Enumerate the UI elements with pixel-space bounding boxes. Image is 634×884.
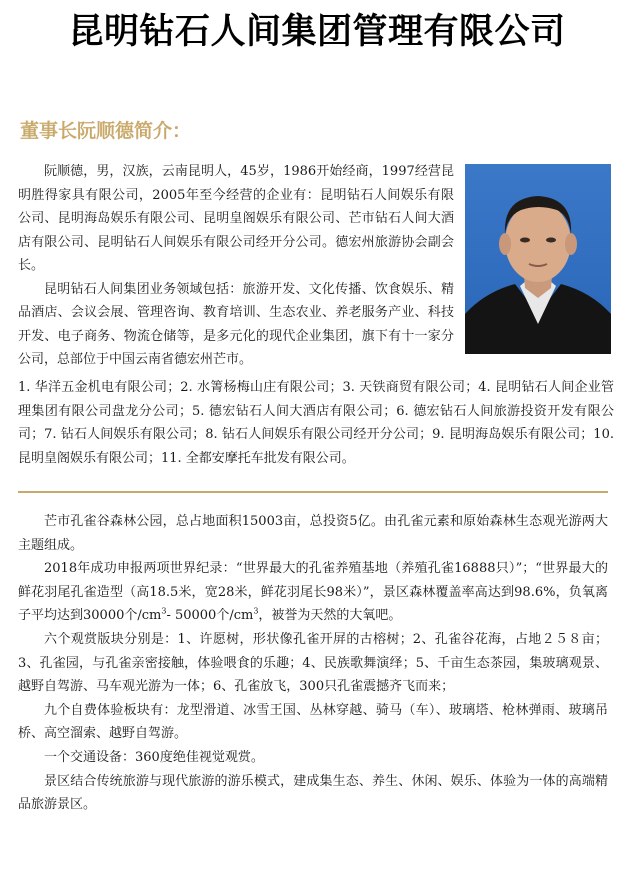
chairman-heading: 董事长阮顺德简介： — [20, 120, 192, 142]
chairman-bio — [18, 160, 454, 372]
park-paragraph-3: 六个观赏版块分别是：1、许愿树，形状像孔雀开屏的古榕树；2、孔雀谷花海，占地２５８亩；3、孔雀园，与孔雀亲密接触，体验喂食的乐趣；4、民族歌舞演绎；5、千亩生态茶园，集玻璃观景、越野自驾游、马车观光游为一体；6、孔雀放飞，300只孔雀震撼齐飞而来； — [18, 631, 608, 695]
section-divider — [18, 491, 608, 493]
park-paragraph-2 — [18, 557, 608, 628]
park-paragraph-5: 一个交通设备：360度绝佳视觉观赏。 — [44, 749, 264, 765]
park-p2-mid: - 50000个/cm — [166, 608, 254, 624]
bio-paragraph-1: 阮顺德，男，汉族，云南昆明人，45岁，1986开始经商，1997经营昆明胜得家具有限公司，2005年至今经营的企业有：昆明钻石人间娱乐有限公司、昆明海岛娱乐有限公司、昆明皇阁娱乐有限公司、芒市钻石人间大酒店有限公司、昆明钻石人间娱乐有限公司经开分公司。德宏州旅游协会副会长。 — [18, 164, 454, 273]
park-paragraph-4: 九个自费体验板块有：龙型滑道、冰雪王国、丛林穿越、骑马（车）、玻璃塔、枪林弹雨、玻璃吊桥、高空溜索、越野自驾游。 — [18, 702, 608, 742]
subsidiary-companies-list: 1. 华洋五金机电有限公司；2. 水箐杨梅山庄有限公司；3. 天铁商贸有限公司；4. 昆明钻石人间企业管理集团有限公司盘龙分公司；5. 德宏钻石人间大酒店有限公司；6. 德宏钻石人间旅游投资开发有限公司；7. 钻石人间娱乐有限公司；8. 钻石人间娱乐有限公司经开分公司；9. 昆明海岛娱乐有限公司；10. 昆明皇阁娱乐有限公司；11. 全都安摩托车批发有限公司。 — [18, 380, 614, 466]
superscript-3b: 3 — [253, 607, 259, 617]
park-p2-text: 2018年成功申报两项世界纪录：“世界最大的孔雀养殖基地（养殖孔雀16888只）”；“世界最大的鲜花羽尾孔雀造型（高18.5米，宽28米，鲜花羽尾长98米）”，景区森林覆盖率高达到98.6%，负氧离子平均达到30000个/cm — [18, 561, 608, 624]
bio-paragraph-2: 昆明钻石人间集团业务领域包括：旅游开发、文化传播、饮食娱乐、精品酒店、会议会展、管理咨询、教育培训、生态农业、养老服务产业、科技开发、电子商务、物流仓储等，是多元化的现代企业集团，旗下有十一家分公司，总部位于中国云南省德宏州芒市。 — [18, 281, 454, 367]
portrait-icon — [465, 164, 611, 354]
chairman-portrait-photo — [465, 164, 611, 354]
document-title: 昆明钻石人间集团管理有限公司 — [68, 12, 566, 52]
park-paragraph-6: 景区结合传统旅游与现代旅游的游乐模式，建成集生态、养生、休闲、娱乐、体验为一体的高端精品旅游景区。 — [18, 773, 608, 813]
park-p2-end: ，被誉为天然的大氧吧。 — [258, 608, 402, 624]
park-description — [18, 510, 608, 817]
superscript-3: 3 — [161, 607, 167, 617]
park-paragraph-1: 芒市孔雀谷森林公园，总占地面积15003亩，总投资5亿。由孔雀元素和原始森林生态观光游两大主题组成。 — [18, 514, 608, 553]
